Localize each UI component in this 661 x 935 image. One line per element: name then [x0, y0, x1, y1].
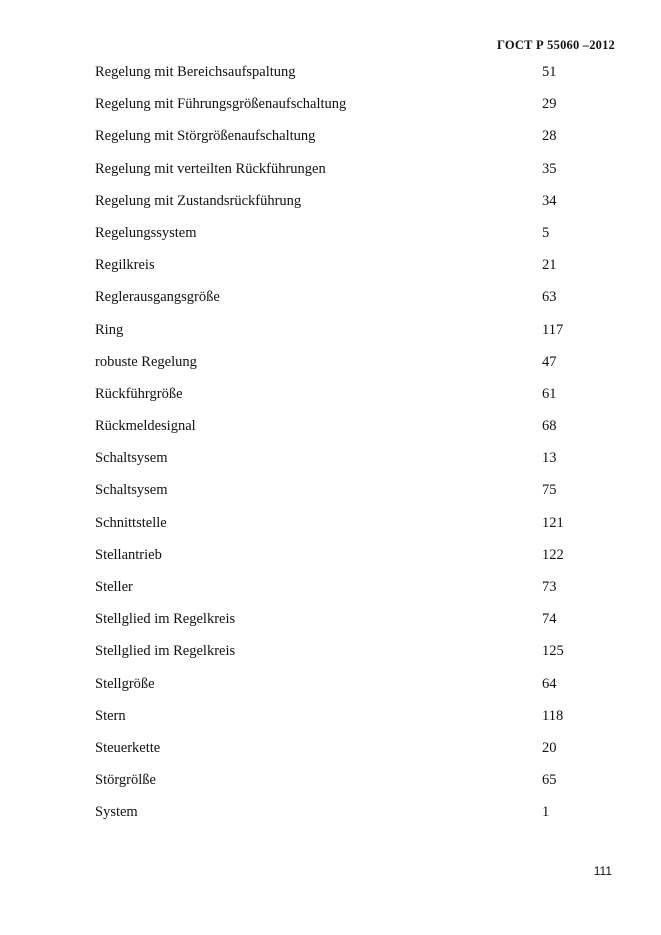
index-entry — [95, 539, 615, 571]
index-entry — [95, 56, 615, 88]
index-entry — [95, 378, 615, 410]
entry-number: 61 — [542, 385, 557, 402]
index-entry — [95, 88, 615, 120]
entry-number: 74 — [542, 611, 557, 628]
entry-number: 20 — [542, 739, 557, 756]
index-entry — [95, 442, 615, 474]
entry-number: 121 — [542, 514, 564, 531]
entry-term: Schnittstelle — [95, 514, 167, 531]
entry-term: Steuerkette — [95, 739, 161, 756]
entry-term: Stellantrieb — [95, 546, 162, 563]
index-entry — [95, 507, 615, 539]
entry-term: Regilkreis — [95, 257, 155, 274]
entry-term: Stern — [95, 707, 126, 724]
entry-term: Stellgröße — [95, 675, 155, 692]
index-entry — [95, 314, 615, 346]
entry-term: Stellglied im Regelkreis — [95, 643, 236, 660]
entry-number: 73 — [542, 579, 557, 595]
entry-number: 21 — [542, 257, 557, 274]
entry-number: 34 — [542, 192, 557, 209]
entry-term: Störgrölße — [95, 772, 156, 789]
entry-number: 117 — [542, 321, 564, 338]
index-entry — [95, 635, 615, 667]
index-entry — [95, 249, 615, 281]
index-entry — [95, 281, 615, 313]
entry-number: 122 — [542, 546, 564, 563]
page-number: 111 — [593, 864, 612, 878]
entry-term: Stellglied im Regelkreis — [95, 611, 236, 628]
index-entry — [95, 764, 615, 796]
document-header: ГОСТ Р 55060 –2012 — [497, 38, 615, 52]
index-list — [95, 56, 615, 829]
entry-number: 65 — [542, 772, 557, 789]
entry-number: 125 — [542, 643, 564, 660]
entry-number: 5 — [542, 224, 550, 241]
entry-term: Rückführgröße — [95, 385, 183, 402]
entry-term: Reglerausgangsgröße — [95, 289, 220, 306]
entry-number: 29 — [542, 96, 557, 113]
index-entry — [95, 217, 615, 249]
entry-number: 75 — [542, 482, 557, 499]
entry-number: 1 — [542, 804, 550, 821]
index-entry — [95, 796, 615, 828]
entry-term: Ring — [95, 321, 124, 338]
index-entry — [95, 346, 615, 378]
entry-term: Regelung mit Bereichsaufspaltung — [95, 64, 296, 80]
entry-term: Regelung mit Zustandsrückführung — [95, 192, 302, 209]
entry-term: robuste Regelung — [95, 353, 197, 370]
index-entry — [95, 732, 615, 764]
entry-number: 47 — [542, 353, 557, 370]
entry-number: 68 — [542, 418, 557, 435]
index-entry — [95, 120, 615, 152]
index-entry — [95, 185, 615, 217]
entry-number: 64 — [542, 675, 557, 692]
entry-term: Regelung mit Führungsgrößenaufschaltung — [95, 96, 347, 113]
entry-term: Regelungssystem — [95, 224, 197, 241]
entry-number: 51 — [542, 64, 557, 80]
entry-term: Rückmeldesignal — [95, 418, 196, 435]
index-entry — [95, 153, 615, 185]
entry-term: Regelung mit verteilten Rückführungen — [95, 160, 326, 177]
index-entry — [95, 571, 615, 603]
entry-term: Schaltsysem — [95, 450, 168, 467]
entry-term: System — [95, 804, 138, 821]
index-entry — [95, 700, 615, 732]
entry-term: Regelung mit Störgrößenaufschaltung — [95, 128, 316, 145]
entry-number: 28 — [542, 128, 557, 145]
index-entry — [95, 668, 615, 700]
entry-number: 118 — [542, 707, 564, 724]
index-entry — [95, 410, 615, 442]
entry-term: Steller — [95, 579, 133, 595]
entry-number: 13 — [542, 450, 557, 467]
index-entry — [95, 603, 615, 635]
entry-term: Schaltsysem — [95, 482, 168, 499]
entry-number: 35 — [542, 160, 557, 177]
entry-number: 63 — [542, 289, 557, 306]
index-entry — [95, 474, 615, 506]
